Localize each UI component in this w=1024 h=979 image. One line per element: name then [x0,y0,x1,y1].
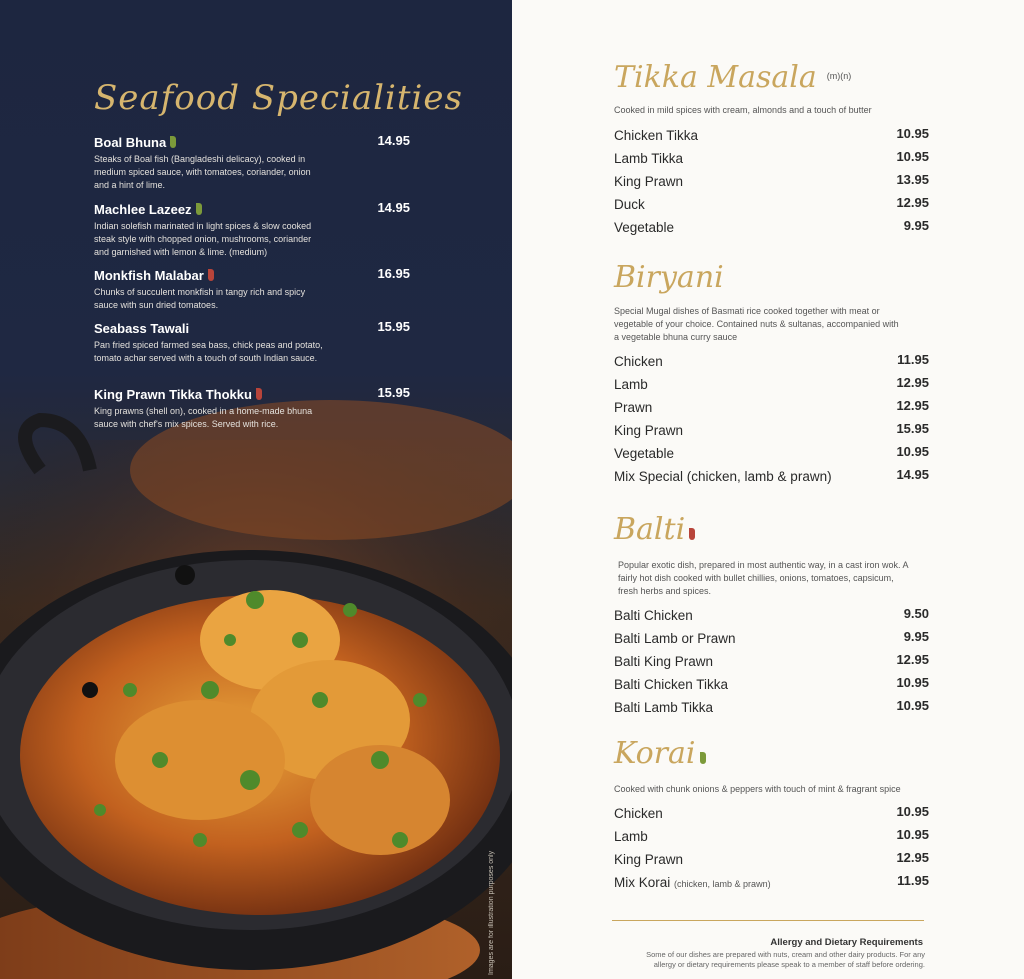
item-name-text: Mix Korai [614,875,671,890]
item-price: 10.95 [896,804,929,819]
menu-row [614,872,929,892]
item-name: Lamb [614,377,648,392]
item-price: 13.95 [896,172,929,187]
menu-item [94,318,414,365]
seafood-title: Seafood Specialities [94,78,463,118]
divider [612,920,924,921]
illustration-note: Images are for illustration purposes only [488,850,495,975]
item-name: Balti Chicken Tikka [614,677,729,692]
item-price: 10.95 [896,126,929,141]
item-price: 11.95 [897,873,929,888]
item-description: Indian solefish marinated in light spices & slow cooked steak style with chopped onion, mushrooms, coriander and garnished with lemon & lime. (medium) [94,221,312,257]
menu-item [94,199,414,259]
dietary-tag: (m)(n) [826,71,852,81]
allergy-text: Some of our dishes are prepared with nuts, cream and other dairy products. For any allergy or dietary requirements please speak to a member of staff before ordering. [646,950,925,969]
chili-icon [196,203,202,215]
item-name: Monkfish Malabar [94,268,204,283]
chili-icon [208,269,214,281]
menu-row [614,697,929,717]
item-name: Chicken Tikka [614,128,699,143]
section-title-text: Korai [614,736,696,771]
menu-row [614,674,929,694]
menu-row [614,605,929,625]
item-price: 12.95 [896,652,929,667]
menu-row [614,826,929,846]
section-title-balti [614,512,695,547]
chili-icon [700,752,706,764]
item-name [614,875,771,890]
section-description: Cooked with chunk onions & peppers with touch of mint & fragrant spice [614,784,901,794]
item-name: Boal Bhuna [94,135,167,150]
menu-item [94,265,414,312]
menu-row [614,217,929,237]
menu-row [614,351,929,371]
item-price: 11.95 [897,352,929,367]
section-description: Special Mugal dishes of Basmati rice cooked together with meat or vegetable of your choice. Contained nuts & sultanas, accompanied with a vegetable bhuna curry sauce [614,306,899,342]
item-description: Pan fried spiced farmed sea bass, chick peas and potato, tomato achar served with a touch of south Indian sauce. [94,340,323,363]
item-name: Balti Lamb Tikka [614,700,714,715]
item-price: 10.95 [896,149,929,164]
allergy-title: Allergy and Dietary Requirements [770,937,923,948]
menu-row [614,849,929,869]
item-price: 16.95 [377,266,410,281]
section-title-text: Tikka Masala [614,60,817,95]
item-price: 15.95 [896,421,929,436]
item-name: Duck [614,197,645,212]
menu-row [614,803,929,823]
item-name: Lamb Tikka [614,151,684,166]
item-name: Vegetable [614,220,675,235]
menu-row [614,397,929,417]
item-name: Mix Special (chicken, lamb & prawn) [614,469,832,484]
item-name: Seabass Tawali [94,321,190,336]
item-price: 14.95 [377,133,410,148]
item-description: Chunks of succulent monkfish in tangy rich and spicy sauce with sun dried tomatoes. [94,287,306,310]
section-title-tikka [614,60,851,95]
item-description: Steaks of Boal fish (Bangladeshi delicacy), cooked in medium spiced sauce, with tomatoes, coriander, onion and a hint of lime. [94,154,311,190]
item-price: 12.95 [896,375,929,390]
menu-item [94,384,414,431]
item-price: 9.95 [903,629,929,644]
item-price: 12.95 [896,195,929,210]
chili-icon [689,528,695,540]
item-name-detail: (chicken, lamb & prawn) [674,879,771,889]
menu-row [614,420,929,440]
menu-row [614,374,929,394]
section-title-text: Balti [614,512,686,547]
item-price: 12.95 [896,850,929,865]
section-title-korai [614,736,706,771]
menu-panel [512,0,1024,979]
item-price: 9.95 [903,218,929,233]
item-price: 15.95 [377,319,410,334]
menu-row [614,443,929,463]
item-name: King Prawn Tikka Thokku [94,387,252,402]
item-name: Balti King Prawn [614,654,714,669]
item-description: King prawns (shell on), cooked in a home-made bhuna sauce with chef's mix spices. Served with rice. [94,406,313,429]
item-name: Lamb [614,829,648,844]
menu-row [614,628,929,648]
item-price: 14.95 [377,200,410,215]
item-name: Machlee Lazeez [94,202,192,217]
item-name: King Prawn [614,423,684,438]
item-name: Balti Lamb or Prawn [614,631,736,646]
menu-item [94,132,414,192]
item-price: 14.95 [896,467,929,482]
menu-row [614,194,929,214]
item-price: 10.95 [896,675,929,690]
item-price: 10.95 [896,827,929,842]
item-name: King Prawn [614,174,684,189]
menu-row [614,466,929,486]
item-price: 12.95 [896,398,929,413]
chili-icon [170,136,176,148]
menu-row [614,651,929,671]
item-name: Chicken [614,354,663,369]
item-name: Vegetable [614,446,675,461]
section-description: Cooked in mild spices with cream, almonds and a touch of butter [614,105,872,115]
item-name: Prawn [614,400,653,415]
item-price: 10.95 [896,444,929,459]
section-title-biryani: Biryani [614,260,724,295]
item-price: 15.95 [377,385,410,400]
item-price: 9.50 [903,606,929,621]
section-description: Popular exotic dish, prepared in most authentic way, in a cast iron wok. A fairly hot dish cooked with bullet chillies, onions, tomatoes, capsicum, fresh herbs and spices. [618,560,908,596]
item-price: 10.95 [896,698,929,713]
item-name: Chicken [614,806,663,821]
item-name: King Prawn [614,852,684,867]
chili-icon [256,388,262,400]
menu-row [614,125,929,145]
menu-row [614,171,929,191]
menu-row [614,148,929,168]
item-name: Balti Chicken [614,608,693,623]
